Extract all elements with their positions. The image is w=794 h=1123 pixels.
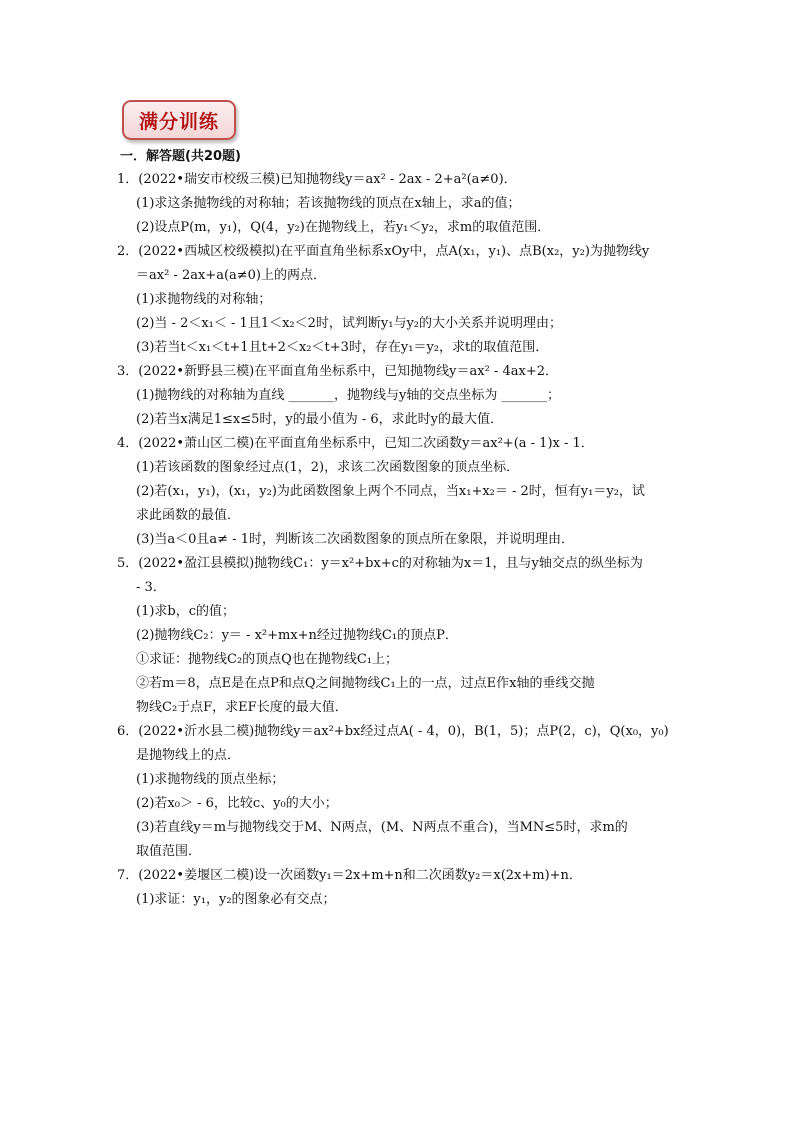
sub-question-line: (2)设点P(m，y₁)，Q(4，y₂)在抛物线上，若y₁＜y₂，求m的取值范围． — [136, 220, 551, 235]
section-badge — [122, 100, 236, 140]
sub-question-line: (1)求抛物线的顶点坐标； — [136, 772, 285, 787]
question-line: 4．(2022•萧山区二模)在平面直角坐标系中，已知二次函数y＝ax²+(a - 1)x - 1． — [117, 436, 594, 451]
question-line: 6．(2022•沂水县二模)抛物线y＝ax²+bx经过点A( - 4，0)，B(1，5)；点P(2，c)，Q(x₀，y₀) — [117, 724, 669, 739]
sub-question-line: (3)若当t＜x₁＜t+1且t+2＜x₂＜t+3时，存在y₁＝y₂，求t的取值范围． — [136, 340, 549, 355]
sub-question-line: (1)若该函数的图象经过点(1，2)，求该二次函数图象的顶点坐标． — [136, 460, 520, 475]
sub-question-line: (2)若x₀＞ - 6，比较c、y₀的大小； — [136, 796, 338, 811]
sub-question-line: (3)当a＜0且a≠ - 1时，判断该二次函数图象的顶点所在象限，并说明理由． — [136, 532, 575, 547]
sub-question-line: 求此函数的最值． — [136, 508, 241, 523]
question-line: 3．(2022•新野县三模)在平面直角坐标系中，已知抛物线y＝ax² - 4ax+2． — [117, 364, 558, 379]
sub-question-line: 取值范围． — [136, 844, 202, 859]
sub-question-line: (2)若当x满足1≤x≤5时，y的最小值为 - 6，求此时y的最大值． — [136, 412, 504, 427]
continuation-line: 是抛物线上的点． — [136, 748, 241, 763]
sub-question-line: (1)求b，c的值； — [136, 604, 236, 619]
question-line: 1．(2022•瑞安市校级三模)已知抛物线y＝ax² - 2ax - 2+a²(a≠0)． — [117, 172, 517, 187]
question-line: 5．(2022•盈江县模拟)抛物线C₁：y＝x²+bx+c的对称轴为x＝1，且与y轴交点的纵坐标为 — [117, 556, 643, 571]
question-list — [117, 168, 677, 912]
sub-question-line: (2)若(x₁，y₁)，(x₁，y₂)为此函数图象上两个不同点，当x₁+x₂＝ - 2时，恒有y₁＝y₂，试 — [136, 484, 645, 499]
question-line: 2．(2022•西城区校级模拟)在平面直角坐标系xOy中，点A(x₁，y₁)、点B(x₂，y₂)为抛物线y — [117, 244, 650, 259]
sub-question-line: ①求证：抛物线C₂的顶点Q也在抛物线C₁上； — [136, 652, 398, 667]
badge-label: 满分训练 — [138, 110, 219, 133]
section-title: 一．解答题(共20题) — [120, 149, 241, 164]
continuation-line: - 3． — [136, 580, 166, 595]
sub-question-line: (1)求证：y₁，y₂的图象必有交点； — [136, 892, 336, 907]
sub-question-line: (3)若直线y＝m与抛物线交于M、N两点，(M、N两点不重合)，当MN≤5时，求m的 — [136, 820, 628, 835]
continuation-line: ＝ax² - 2ax+a(a≠0)上的两点． — [136, 268, 327, 283]
sub-question-line: (1)求这条抛物线的对称轴；若该抛物线的顶点在x轴上，求a的值； — [136, 196, 521, 211]
sub-question-line: (1)抛物线的对称轴为直线 _______，抛物线与y轴的交点坐标为 _______； — [136, 388, 561, 403]
question-line: 7．(2022•姜堰区二模)设一次函数y₁＝2x+m+n和二次函数y₂＝x(2x+m)+n． — [117, 868, 582, 883]
sub-question-line: (2)当 - 2＜x₁＜ - 1且1＜x₂＜2时，试判断y₁与y₂的大小关系并说明理由； — [136, 316, 563, 331]
sub-question-line: 物线C₂于点F，求EF长度的最大值． — [136, 700, 348, 715]
sub-question-line: (1)求抛物线的对称轴； — [136, 292, 272, 307]
sub-question-line: (2)抛物线C₂：y＝ - x²+mx+n经过抛物线C₁的顶点P． — [136, 628, 458, 643]
sub-question-line: ②若m＝8，点E是在点P和点Q之间抛物线C₁上的一点，过点E作x轴的垂线交抛 — [136, 676, 595, 691]
